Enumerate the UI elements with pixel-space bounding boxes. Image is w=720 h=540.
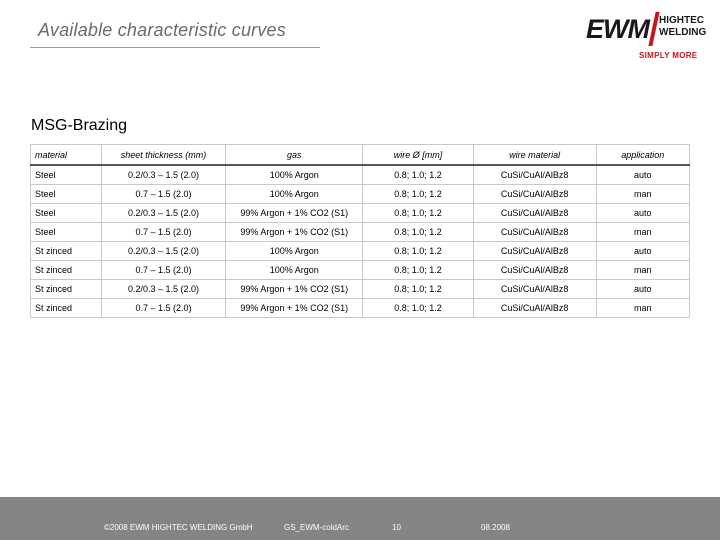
title-underline [30,47,320,48]
table-row [31,223,690,242]
footer-copyright: ©2008 EWM HIGHTEC WELDING GmbH [104,523,253,532]
cell-application: auto [596,242,689,261]
cell-application: auto [596,204,689,223]
cell-wire-material: CuSi/CuAl/AlBz8 [473,242,596,261]
cell-gas: 99% Argon + 1% CO2 (S1) [226,299,363,318]
cell-sheet-thickness: 0.7 – 1.5 (2.0) [101,261,225,280]
cell-material: Steel [31,185,102,204]
cell-gas: 100% Argon [226,242,363,261]
cell-material: St zinced [31,299,102,318]
cell-wire-diameter: 0.8; 1.0; 1.2 [363,185,473,204]
cell-wire-material: CuSi/CuAl/AlBz8 [473,223,596,242]
cell-gas: 99% Argon + 1% CO2 (S1) [226,280,363,299]
cell-material: Steel [31,223,102,242]
table-row [31,185,690,204]
cell-application: auto [596,280,689,299]
cell-wire-material: CuSi/CuAl/AlBz8 [473,261,596,280]
column-header-sheet-thickness: sheet thickness (mm) [101,145,225,166]
cell-sheet-thickness: 0.2/0.3 – 1.5 (2.0) [101,204,225,223]
cell-material: St zinced [31,280,102,299]
logo-tagline: SIMPLY MORE [639,51,698,60]
cell-gas: 99% Argon + 1% CO2 (S1) [226,204,363,223]
cell-material: St zinced [31,261,102,280]
table-row [31,204,690,223]
page-title: Available characteristic curves [38,20,286,40]
cell-sheet-thickness: 0.2/0.3 – 1.5 (2.0) [101,280,225,299]
section-title: MSG-Brazing [31,117,128,134]
cell-sheet-thickness: 0.2/0.3 – 1.5 (2.0) [101,242,225,261]
footer-date: 08.2008 [481,523,510,532]
page-footer [0,497,720,540]
cell-wire-diameter: 0.8; 1.0; 1.2 [363,299,473,318]
column-header-gas: gas [226,145,363,166]
cell-material: Steel [31,204,102,223]
table-row [31,280,690,299]
cell-wire-diameter: 0.8; 1.0; 1.2 [363,223,473,242]
cell-application: auto [596,165,689,185]
cell-wire-diameter: 0.8; 1.0; 1.2 [363,261,473,280]
cell-application: man [596,185,689,204]
cell-wire-material: CuSi/CuAl/AlBz8 [473,280,596,299]
cell-application: man [596,261,689,280]
cell-wire-material: CuSi/CuAl/AlBz8 [473,185,596,204]
cell-application: man [596,223,689,242]
cell-application: man [596,299,689,318]
cell-material: Steel [31,165,102,185]
cell-wire-material: CuSi/CuAl/AlBz8 [473,299,596,318]
cell-wire-diameter: 0.8; 1.0; 1.2 [363,242,473,261]
cell-material: St zinced [31,242,102,261]
footer-page-number: 10 [392,523,401,532]
cell-gas: 100% Argon [226,261,363,280]
column-header-wire-diameter: wire Ø [mm] [363,145,473,166]
cell-sheet-thickness: 0.7 – 1.5 (2.0) [101,299,225,318]
cell-wire-diameter: 0.8; 1.0; 1.2 [363,204,473,223]
cell-wire-material: CuSi/CuAl/AlBz8 [473,165,596,185]
column-header-application: application [596,145,689,166]
logo-subtext-line2: WELDING [659,27,707,38]
cell-wire-diameter: 0.8; 1.0; 1.2 [363,165,473,185]
table-header-row [31,145,690,166]
column-header-wire-material: wire material [473,145,596,166]
cell-gas: 99% Argon + 1% CO2 (S1) [226,223,363,242]
footer-file-name: GS_EWM-coldArc [284,523,349,532]
cell-gas: 100% Argon [226,185,363,204]
logo-subtext-line1: HIGHTEC [659,15,704,26]
cell-sheet-thickness: 0.7 – 1.5 (2.0) [101,185,225,204]
column-header-material: material [31,145,102,166]
logo-wordmark: EWM [586,14,649,44]
cell-sheet-thickness: 0.7 – 1.5 (2.0) [101,223,225,242]
logo-red-bar [648,12,659,46]
table-row [31,299,690,318]
company-logo [586,10,706,64]
table-row [31,165,690,185]
cell-sheet-thickness: 0.2/0.3 – 1.5 (2.0) [101,165,225,185]
cell-gas: 100% Argon [226,165,363,185]
cell-wire-diameter: 0.8; 1.0; 1.2 [363,280,473,299]
cell-wire-material: CuSi/CuAl/AlBz8 [473,204,596,223]
table-row [31,261,690,280]
logo-subtext [659,15,706,39]
table-row [31,242,690,261]
curves-table [30,144,690,318]
